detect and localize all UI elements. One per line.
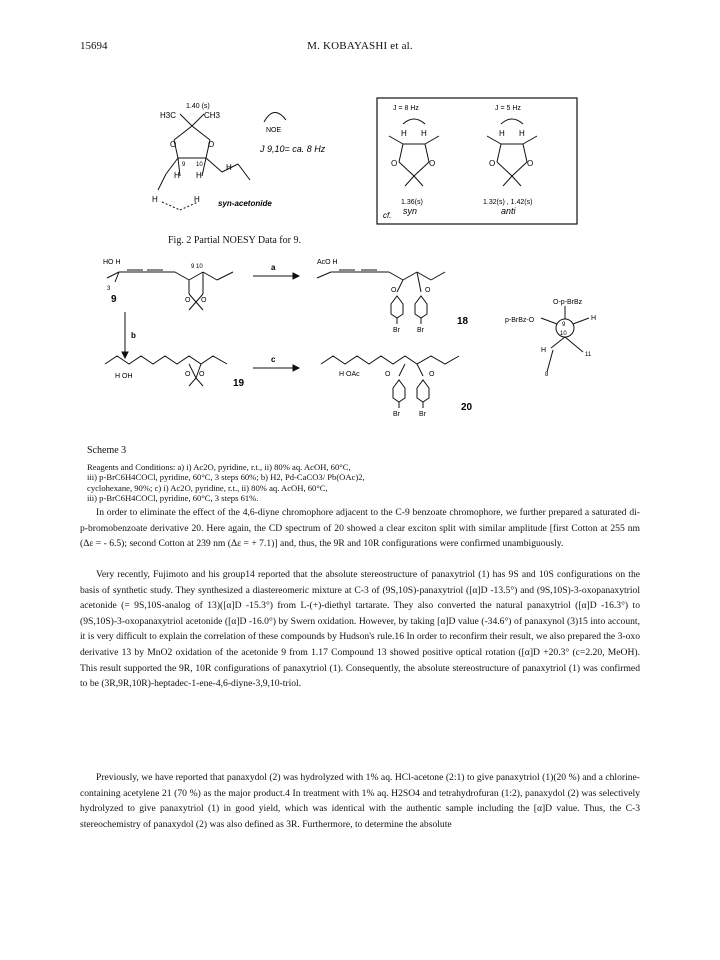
newman-c9: 9 (562, 322, 566, 328)
ester-o: O (391, 287, 397, 294)
h-atom: H (226, 163, 232, 172)
bond (399, 162, 414, 176)
bond (238, 164, 250, 180)
bond (192, 114, 204, 126)
bond (399, 364, 405, 376)
bond (497, 162, 512, 176)
noe-arrow (264, 112, 286, 122)
conditions-line: Reagents and Conditions: a) i) Ac2O, pyridine, r.t., ii) 80% aq. AcOH, 60°C, (87, 462, 351, 472)
bond (547, 350, 553, 372)
compound-19: 19 (233, 378, 245, 389)
syn-acetonide-label: syn-acetonide (218, 199, 272, 208)
arrow-c-label: c (271, 355, 276, 364)
bond (503, 176, 512, 186)
figure-2-caption: Fig. 2 Partial NOESY Data for 9. (168, 235, 301, 246)
ch3-label: CH3 (204, 111, 221, 120)
bond (206, 158, 222, 172)
ring-o-right: O (208, 140, 215, 149)
h-oh-label: H OH (115, 373, 133, 380)
bond (403, 272, 417, 280)
noe-label: NOE (266, 127, 282, 134)
conditions-line: cyclohexane, 90%; c) i) Ac2O, pyridine, r.t., ii) 80% aq. AcOH, 60°C, (87, 482, 328, 493)
bond (317, 272, 331, 278)
j-anti-label: J = 5 Hz (495, 105, 521, 112)
benzene-ring (415, 296, 427, 318)
bond (573, 318, 589, 324)
paragraph-3: Previously, we have reported that panaxydol (2) was hydrolyzed with 1% aq. HCl-acetone (2:1) to give panaxytriol (1)(20 %) and a chlorine-containing acetylene 21 (70 %) as the major product.4 In treatment with 1% aq. H2SO4 and tetrahydrofuran (1:2), panaxydol (2) was selectively hydrolyzed to give panaxytriol (1) in good yield, which was identical with the authentic sample including the [α]D value. Thus, the C-3 stereochemistry of panaxydol (2) was also defined as 3R. Furthermore, to determine the absolute (80, 772, 640, 830)
bond (162, 202, 180, 210)
acetonide-comparison-box (375, 96, 580, 228)
bond (414, 162, 429, 176)
coupling-constant: J 9,10= ca. 8 Hz (260, 144, 326, 154)
h-atom: H (194, 195, 200, 204)
bond (175, 272, 189, 280)
bond (189, 378, 196, 386)
page-number: 15694 (80, 40, 108, 52)
j-syn-label: J = 8 Hz (393, 105, 419, 112)
compound-18: 18 (457, 316, 469, 327)
ester-o: O (385, 371, 391, 378)
benzene-ring (417, 380, 429, 402)
locant-3: 3 (107, 286, 111, 292)
bond (541, 318, 557, 324)
br-label: Br (393, 411, 400, 418)
bond (196, 378, 203, 386)
arrowhead (122, 352, 128, 358)
aco-label: AcO H (317, 259, 338, 266)
bond (417, 364, 423, 376)
bond (192, 126, 210, 140)
h-atom: H (401, 129, 407, 138)
locant-9: 9 (182, 162, 186, 168)
figure-2-structure (140, 90, 390, 230)
anti-shift: 1.32(s) , 1.42(s) (483, 199, 533, 206)
h-atom: H (152, 195, 158, 204)
benzene-ring (393, 380, 405, 402)
ring-o: O (429, 159, 436, 168)
ester-o: O (429, 371, 435, 378)
ring-o: O (489, 159, 496, 168)
scheme-3-title: Scheme 3 (87, 445, 127, 456)
h-oac-label: H OAc (339, 371, 360, 378)
bond (512, 176, 521, 186)
ring-o: O (185, 297, 191, 304)
ring-o: O (201, 297, 207, 304)
conditions-line: iii) p-BrC6H4COCl, pyridine, 60°C, 3 steps 60%; b) H2, Pd-CaCO3/ Pb(OAc)2, (87, 472, 365, 483)
ring-o: O (199, 371, 205, 378)
bond (399, 144, 403, 162)
newman-top-label: O-p-BrBz (553, 299, 583, 306)
bond (565, 337, 583, 352)
alkyl-chain (321, 356, 459, 364)
h-atom: H (421, 129, 427, 138)
h-atom: H (174, 171, 180, 180)
ester-o: O (425, 287, 431, 294)
paragraph-1: In order to eliminate the effect of the 4,6-diyne chromophore adjacent to the C-9 benzoate chromophore, we further prepared a saturated di-p-bromobenzoate derivative 20. Here again, the CD spectrum of 20 showed a clear exciton split with similar amplitude [first Cotton at 255 nm (Δε = - 6.5); second Cotton at 239 nm (Δε = + 7.1)] and, thus, the 9R and 10R configurations were confirmed unambiguously. (80, 507, 640, 550)
newman-c8: 8 (545, 372, 549, 378)
bond (174, 126, 192, 140)
bond (551, 337, 565, 348)
newman-h-right: H (591, 315, 597, 322)
newman-h-left: H (541, 347, 547, 354)
ring-o: O (185, 371, 191, 378)
bond (405, 176, 414, 186)
conditions-line: iii) p-BrC6H4COCl, pyridine, 60°C, 3 steps 61%. (87, 493, 259, 504)
bond (180, 114, 192, 126)
alkyl-chain (105, 356, 227, 364)
page-header (80, 40, 640, 56)
bond (158, 174, 166, 190)
ring-o-left: O (170, 140, 177, 149)
benzene-ring (391, 296, 403, 318)
reaction-conditions (87, 462, 487, 504)
bond (203, 272, 217, 280)
newman-left-label: p-BrBz-O (505, 317, 535, 324)
j-arrow (501, 119, 523, 124)
running-head: M. KOBAYASHI et al. (307, 40, 413, 52)
syn-label: syn (403, 206, 418, 216)
arrow-a-label: a (271, 263, 276, 272)
newman-c11: 11 (585, 352, 592, 358)
bond (417, 272, 421, 292)
h-atom: H (499, 129, 505, 138)
h-atom: H (196, 171, 202, 180)
br-label: Br (419, 411, 426, 418)
bond (431, 272, 445, 280)
bond (397, 280, 403, 292)
compound-20: 20 (461, 402, 473, 413)
bond (523, 136, 537, 144)
shift-label: 1.40 (s) (186, 103, 210, 110)
bond (512, 162, 527, 176)
bond (414, 176, 423, 186)
bond (497, 144, 501, 162)
cf-label: cf. (383, 211, 392, 220)
bond (217, 272, 233, 280)
br-label: Br (417, 327, 424, 334)
ring-o: O (391, 159, 398, 168)
bond (425, 136, 439, 144)
j-arrow (403, 119, 425, 124)
compound-9: 9 (111, 294, 117, 305)
arrow-b-label: b (131, 331, 136, 340)
bond (189, 272, 203, 280)
arrowhead (293, 273, 299, 279)
br-label: Br (393, 327, 400, 334)
bond (389, 272, 403, 280)
locant-9: 9 10 (191, 264, 203, 270)
h-atom: H (519, 129, 525, 138)
locant-10: 10 (196, 162, 203, 168)
scheme-3-diagram (85, 252, 645, 444)
ho-label: HO H (103, 259, 121, 266)
anti-label: anti (501, 206, 516, 216)
ring-o: O (527, 159, 534, 168)
h3c-label: H3C (160, 111, 177, 120)
syn-shift: 1.36(s) (401, 199, 423, 206)
paragraph-2: Very recently, Fujimoto and his group14 reported that the absolute stereostructure of panaxytriol (1) has 9S and 10S configurations on the basis of synthetic study. They synthesized a diastereomeric mixture at C-3 of (9S,10S)-panaxytriol ([α]D -13.5°) and (9S,10S)-3-oxopanaxytriol acetonide (= 9S,10S-analog of 13)([α]D -15.3°) from L-(+)-diethyl tartarate. They also converted the natural panaxytriol ([α]D -16.3°) to (9S,10S)-3-oxopanaxytriol acetonide ([α]D -16.0°) by Swern oxidation. However, by taking [α]D value (-34.6°) of panaxynol (3)15 into account, it is very difficult to explain the correlation of these compounds by Hudson's rule.16 In order to reconfirm their result, we also prepared the 3-oxo derivative 13 by MnO2 oxidation of the acetonide 9 from 1.17 Compound 13 showed positive optical rotation ([α]D +20.3° (c=2.20, MeOH). This result supported the 9R, 10R configurations of panaxytriol (1). Consequently, the absolute stereostructure of panaxytriol (1) was confirmed to be (3R,9R,10R)-heptadec-1-ene-4,6-diyne-3,9,10-triol. (80, 569, 640, 690)
bond (417, 272, 431, 280)
arrowhead (293, 365, 299, 371)
newman-c10: 10 (560, 331, 567, 337)
